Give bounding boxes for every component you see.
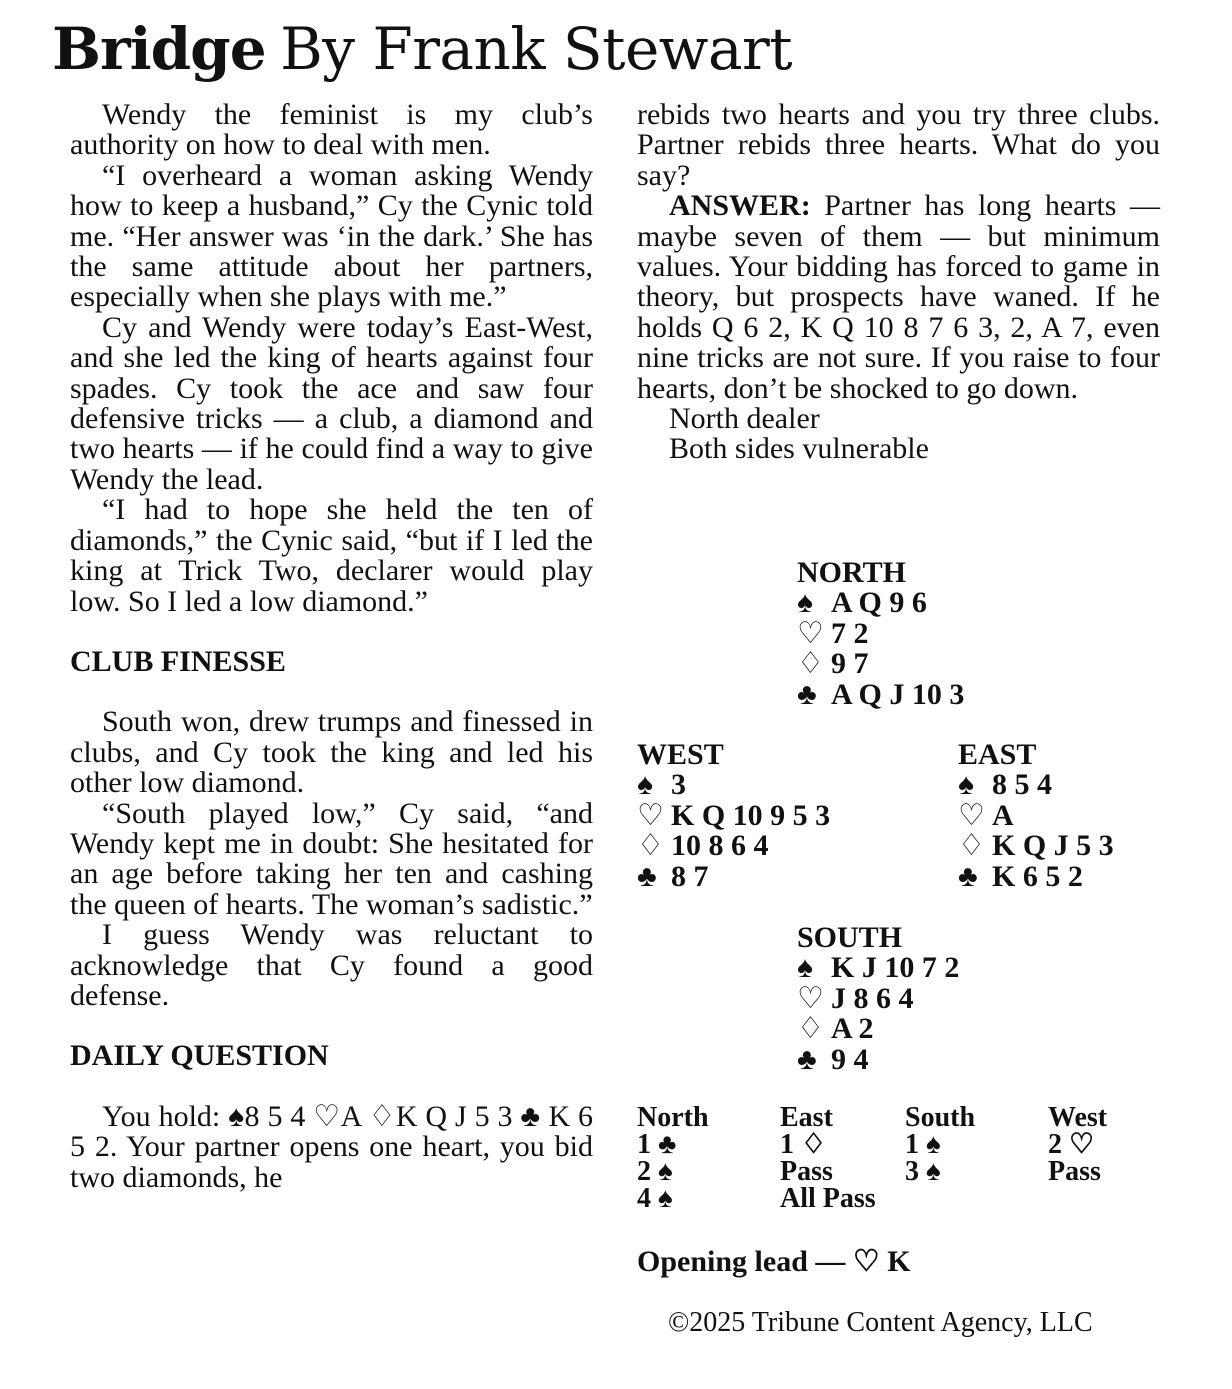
west-hand <box>637 740 830 892</box>
opening-lead <box>637 1244 911 1279</box>
paragraph: “South played low,” Cy said, “and Wendy kept me in doubt: She hesitated for an age before taking her ten and cashing the queen of hearts. The woman’s sadistic.” <box>70 796 593 921</box>
right-column <box>637 100 1160 465</box>
title-brand: Bridge <box>52 15 266 83</box>
question-diamonds: K Q J 5 3 <box>395 1099 513 1133</box>
diamond-icon: ♢ <box>958 829 985 863</box>
north-diamonds: 9 7 <box>831 647 869 681</box>
spade-icon: ♠ <box>228 1099 245 1133</box>
hand-label: SOUTH <box>797 921 903 954</box>
question-clubs: K 6 5 2. <box>70 1099 594 1164</box>
east-hearts: A <box>992 798 1014 832</box>
column-title <box>52 14 792 85</box>
south-clubs: 9 4 <box>831 1042 869 1076</box>
hand-label: EAST <box>958 738 1037 771</box>
diamond-icon: ♢ <box>797 647 824 681</box>
paragraph: South won, drew trumps and finessed in clubs, and Cy took the king and led his other low diamond. <box>70 705 593 800</box>
heart-icon: ♡ <box>313 1099 341 1133</box>
answer-paragraph <box>637 191 1160 404</box>
west-diamonds: 10 8 6 4 <box>671 829 769 863</box>
west-spades: 3 <box>671 768 686 802</box>
paragraph: I guess Wendy was reluctant to acknowledge that Cy found a good defense. <box>70 918 593 1012</box>
auction-bid: 3 ♠ <box>905 1156 941 1187</box>
paragraph: Cy and Wendy were today’s East-West, and she led the king of hearts against four spades. Cy took the ace and saw four defensive tricks — a club, a diamond and two hearts — if he could find a way to give Wendy the lead. <box>70 310 593 496</box>
club-icon: ♣ <box>520 1099 541 1133</box>
auction-bid: 1 ♢ <box>780 1129 827 1160</box>
east-hand <box>958 740 1114 892</box>
heart-icon: ♡ <box>797 616 824 650</box>
east-clubs: K 6 5 2 <box>992 859 1083 893</box>
question-continued: rebids two hearts and you try three clubs. Partner rebids three hearts. What do you say? <box>637 98 1160 192</box>
spade-icon: ♠ <box>797 586 813 620</box>
opening-lead-label: Opening lead — <box>637 1245 846 1278</box>
vulnerability-line: Both sides vulnerable <box>669 432 929 466</box>
auction-header: North <box>637 1102 709 1133</box>
question-intro: You hold: <box>102 1099 221 1133</box>
auction-bid: All Pass <box>780 1183 876 1214</box>
south-hearts: J 8 6 4 <box>831 981 914 1015</box>
answer-label: ANSWER: <box>669 189 811 223</box>
club-icon: ♣ <box>637 859 657 893</box>
diamond-icon: ♢ <box>797 1012 824 1046</box>
south-diamonds: A 2 <box>831 1012 874 1046</box>
auction-header: West <box>1048 1102 1108 1133</box>
club-icon: ♣ <box>797 677 817 711</box>
section-heading-daily-question: DAILY QUESTION <box>70 1039 329 1073</box>
club-icon: ♣ <box>797 1042 817 1076</box>
club-icon: ♣ <box>958 859 978 893</box>
question-hearts: A <box>340 1099 361 1133</box>
south-hand <box>797 923 959 1075</box>
auction-bid: Pass <box>780 1156 833 1187</box>
heart-icon: ♡ <box>958 798 985 832</box>
north-clubs: A Q J 10 3 <box>831 677 965 711</box>
title-byline: By Frank Stewart <box>280 15 793 83</box>
hand-label: NORTH <box>797 556 906 589</box>
south-spades: K J 10 7 2 <box>831 951 960 985</box>
auction-bid: 1 ♣ <box>637 1129 677 1160</box>
answer-text: Partner has long hearts — maybe seven of them — but minimum values. Your bidding has forced to game in theory, but prospects have waned. If he holds Q 6 2, K Q 10 8 7 6 3, 2, A 7, even nine tricks are not sure. If you raise to four hearts, don’t be shocked to go down. <box>637 189 1160 405</box>
heart-icon: ♡ <box>637 798 664 832</box>
auction-bid: 2 ♡ <box>1048 1129 1095 1160</box>
dealer-line: North dealer <box>669 402 820 436</box>
north-spades: A Q 9 6 <box>831 586 927 620</box>
paragraph: “I overheard a woman asking Wendy how to keep a husband,” Cy the Cynic told me. “Her answer was ‘in the dark.’ She has the same attitude about her partners, especially when she plays with me.” <box>70 158 593 314</box>
diamond-icon: ♢ <box>637 829 664 863</box>
hand-label: WEST <box>637 738 724 771</box>
north-hand <box>797 558 964 710</box>
west-clubs: 8 7 <box>671 859 709 893</box>
left-column <box>70 100 593 1193</box>
east-diamonds: K Q J 5 3 <box>992 829 1114 863</box>
spade-icon: ♠ <box>637 768 653 802</box>
auction-header: East <box>780 1102 833 1133</box>
auction-header: South <box>905 1102 976 1133</box>
paragraph: “I had to hope she held the ten of diamonds,” the Cynic said, “but if I led the king at Trick Two, declarer would play low. So I led a low diamond.” <box>70 493 593 618</box>
question-paragraph <box>70 1099 594 1194</box>
diamond-icon: ♢ <box>368 1099 396 1133</box>
north-hearts: 7 2 <box>831 616 869 650</box>
auction-bid: 2 ♠ <box>637 1156 673 1187</box>
auction-bid: Pass <box>1048 1156 1101 1187</box>
opening-lead-card: ♡ K <box>852 1245 911 1278</box>
section-heading-club-finesse: CLUB FINESSE <box>70 644 286 678</box>
spade-icon: ♠ <box>958 768 974 802</box>
paragraph: Wendy the feminist is my club’s authority on how to deal with men. <box>70 98 593 162</box>
question-text: Your partner opens one heart, you bid two diamonds, he <box>70 1130 593 1194</box>
copyright-notice: ©2025 Tribune Content Agency, LLC <box>668 1307 1093 1338</box>
auction-bid: 1 ♠ <box>905 1129 941 1160</box>
question-spades: 8 5 4 <box>244 1099 306 1133</box>
west-hearts: K Q 10 9 5 3 <box>671 798 831 832</box>
auction-bid: 4 ♠ <box>637 1183 673 1214</box>
east-spades: 8 5 4 <box>992 768 1052 802</box>
spade-icon: ♠ <box>797 951 813 985</box>
heart-icon: ♡ <box>797 981 824 1015</box>
